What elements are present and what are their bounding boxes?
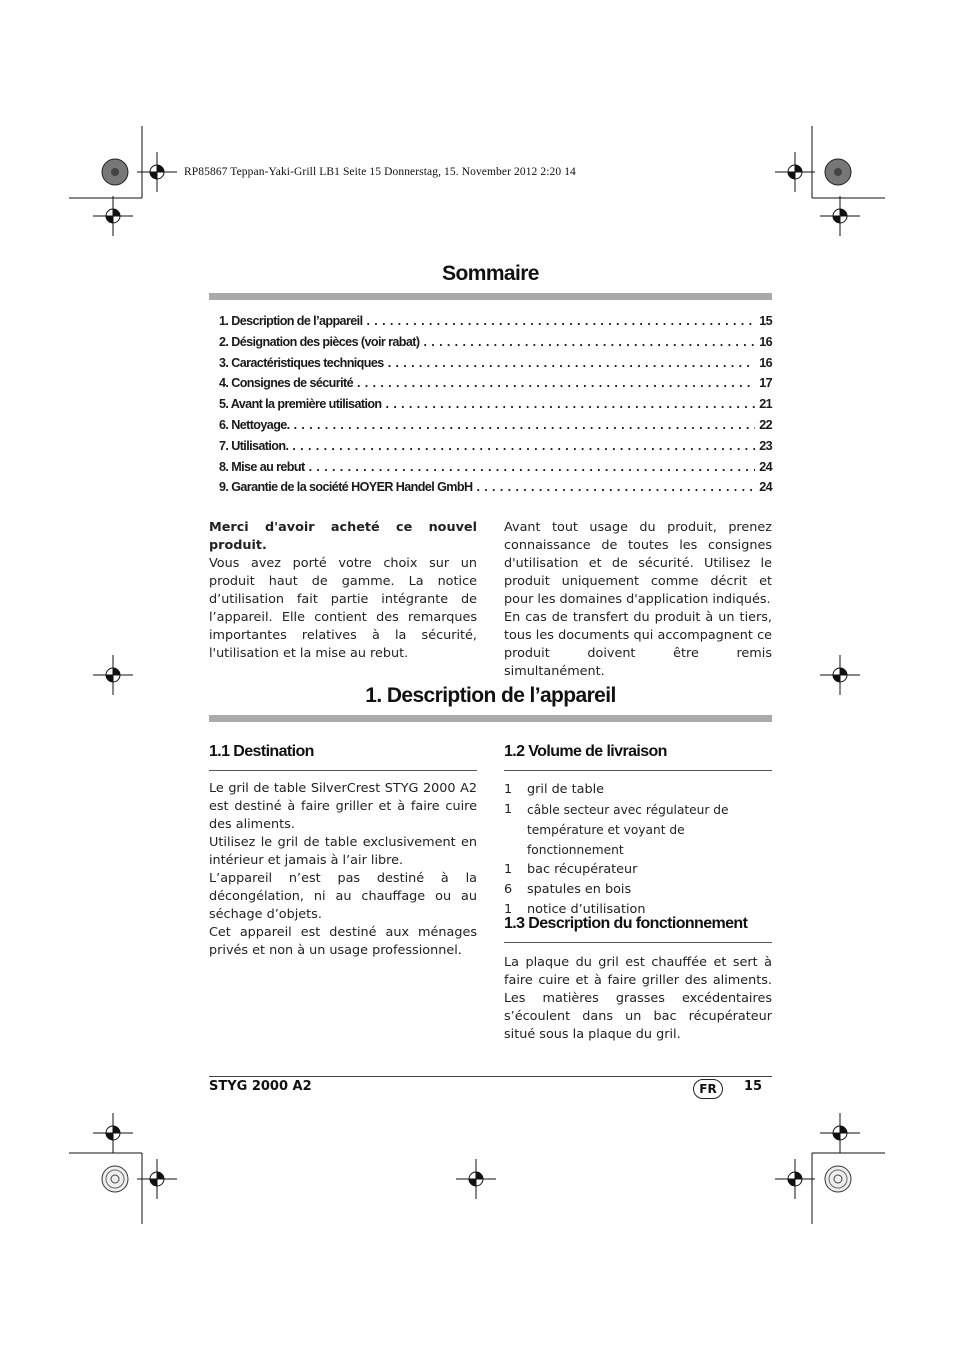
list-item bbox=[504, 860, 772, 880]
intro-right-text-2: En cas de transfert du produit à un tiers, tous les documents qui accompagnent ce produit doivent être remis simultanément. bbox=[504, 610, 772, 679]
item-text: câble secteur avec régulateur de température et voyant de fonctionnement bbox=[527, 803, 729, 857]
subsection-rule bbox=[504, 942, 772, 943]
footer-rule bbox=[209, 1076, 772, 1077]
toc-entry[interactable] bbox=[219, 457, 772, 478]
toc-leader bbox=[292, 436, 755, 457]
toc-entry-label: 3. Caractéristiques techniques bbox=[219, 355, 384, 370]
toc-entry[interactable] bbox=[219, 436, 772, 457]
destination-text bbox=[209, 780, 477, 960]
toc-leader bbox=[476, 477, 755, 498]
print-header: RP85867 Teppan-Yaki-Grill LB1 Seite 15 Donnerstag, 15. November 2012 2:20 14 bbox=[184, 166, 576, 178]
subsection-title-destination: 1.1 Destination bbox=[209, 743, 314, 760]
toc-entry-page: 24 bbox=[759, 480, 772, 495]
destination-paragraph: Cet appareil est destiné aux ménages privés et non à un usage professionnel. bbox=[209, 925, 477, 958]
toc-leader bbox=[366, 311, 755, 332]
toc-entry-label: 9. Garantie de la société HOYER Handel GmbH bbox=[219, 480, 473, 495]
language-badge: FR bbox=[693, 1079, 723, 1099]
item-text: gril de table bbox=[527, 782, 605, 797]
toc-entry-page: 15 bbox=[759, 314, 772, 328]
summary-title-bar bbox=[209, 293, 772, 300]
footer-model: STYG 2000 A2 bbox=[209, 1079, 312, 1094]
toc-entry-page: 16 bbox=[759, 355, 772, 370]
table-of-contents bbox=[219, 311, 772, 498]
toc-entry[interactable] bbox=[219, 353, 772, 374]
subsection-rule bbox=[504, 770, 772, 771]
toc-entry-page: 24 bbox=[759, 459, 772, 474]
list-item bbox=[504, 880, 772, 900]
toc-entry-label: 6. Nettoyage. bbox=[219, 417, 290, 432]
section-title-description: 1. Description de l’appareil bbox=[365, 684, 616, 707]
item-text: notice d’utilisation bbox=[527, 902, 646, 917]
page-number: 15 bbox=[744, 1079, 763, 1094]
toc-entry-label: 8. Mise au rebut bbox=[219, 459, 305, 474]
subsection-rule bbox=[209, 770, 477, 771]
toc-entry[interactable] bbox=[219, 311, 772, 332]
toc-entry-label: 2. Désignation des pièces (voir rabat) bbox=[219, 334, 420, 349]
item-text: bac récupérateur bbox=[527, 862, 638, 877]
toc-entry[interactable] bbox=[219, 415, 772, 436]
list-item bbox=[504, 800, 772, 860]
intro-left-text: Vous avez porté votre choix sur un produit haut de gamme. La notice d’utilisation fait partie intégrante de l’appareil. Elle contient des remarques importantes relatives à la sécurité, l'utilisation et la mise au rebut. bbox=[209, 556, 477, 661]
item-quantity: 6 bbox=[504, 882, 513, 897]
destination-paragraph: L’appareil n’est pas destiné à la décongélation, ni au chauffage ou au séchage d’objets. bbox=[209, 871, 477, 922]
item-text: spatules en bois bbox=[527, 882, 632, 897]
destination-paragraph: Utilisez le gril de table exclusivement en intérieur et jamais à l’air libre. bbox=[209, 835, 477, 868]
toc-entry-page: 21 bbox=[759, 397, 772, 412]
item-quantity: 1 bbox=[504, 862, 513, 877]
toc-entry-label: 4. Consignes de sécurité bbox=[219, 376, 353, 391]
item-quantity: 1 bbox=[504, 782, 513, 797]
intro-right-text-1: Avant tout usage du produit, prenez connaissance de toutes les consignes d'utilisation et de sécurité. Utilisez le produit uniquement comme décrit et pour les domaines d'application indiqués. bbox=[504, 520, 772, 607]
toc-leader bbox=[357, 373, 755, 394]
destination-paragraph: Le gril de table SilverCrest STYG 2000 A2 est destiné à faire griller et à faire cuire des aliments. bbox=[209, 781, 477, 832]
delivery-list bbox=[504, 780, 772, 920]
toc-entry-page: 16 bbox=[759, 334, 772, 349]
toc-entry-label: 1. Description de l’appareil bbox=[219, 314, 363, 328]
toc-entry-label: 7. Utilisation. bbox=[219, 438, 289, 453]
toc-entry[interactable] bbox=[219, 373, 772, 394]
toc-entry-page: 22 bbox=[759, 417, 772, 432]
toc-leader bbox=[423, 332, 755, 353]
toc-leader bbox=[386, 394, 756, 415]
item-quantity: 1 bbox=[504, 902, 513, 917]
section-title-bar bbox=[209, 715, 772, 722]
toc-leader bbox=[309, 457, 756, 478]
intro-right-column bbox=[504, 519, 772, 681]
toc-entry[interactable] bbox=[219, 332, 772, 353]
subsection-title-delivery: 1.2 Volume de livraison bbox=[504, 743, 667, 760]
toc-entry[interactable] bbox=[219, 394, 772, 415]
toc-entry[interactable] bbox=[219, 477, 772, 498]
list-item bbox=[504, 780, 772, 800]
toc-leader bbox=[294, 415, 756, 436]
item-quantity: 1 bbox=[504, 802, 513, 817]
intro-left-column bbox=[209, 519, 477, 663]
summary-title: Sommaire bbox=[442, 262, 539, 285]
toc-entry-label: 5. Avant la première utilisation bbox=[219, 397, 382, 412]
function-text-block bbox=[504, 954, 772, 1044]
subsection-title-function: 1.3 Description du fonctionnement bbox=[504, 915, 748, 932]
toc-entry-page: 17 bbox=[759, 376, 772, 391]
toc-entry-page: 23 bbox=[759, 438, 772, 453]
toc-leader bbox=[388, 353, 756, 374]
function-text: La plaque du gril est chauffée et sert à faire cuire et à faire griller des aliments. Les matières grasses excédentaires s’écoulent dans un bac récupérateur situé sous la plaque du gril. bbox=[504, 955, 772, 1042]
intro-lead: Merci d'avoir acheté ce nouvel produit. bbox=[209, 520, 477, 553]
